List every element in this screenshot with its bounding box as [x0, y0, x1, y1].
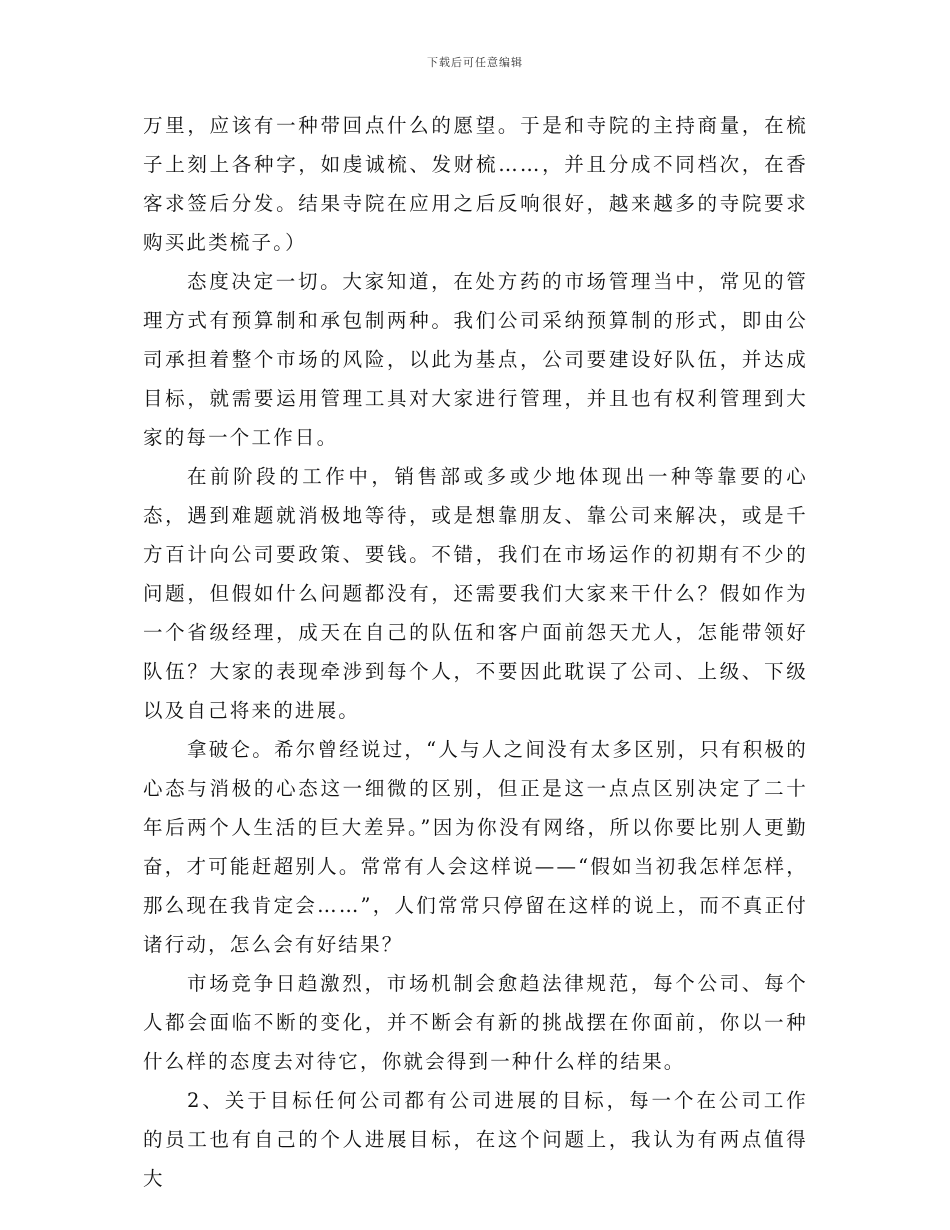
paragraph-5: 市场竞争日趋激烈，市场机制会愈趋法律规范，每个公司、每个人都会面临不断的变化，并不断会有新的挑战摆在你面前，你以一种什么样的态度去对待它，你就会得到一种什么样的结果。	[143, 972, 808, 1073]
paragraph-2: 态度决定一切。大家知道，在处方药的市场管理当中，常见的管理方式有预算制和承包制两种。我们公司采纳预算制的形式，即由公司承担着整个市场的风险，以此为基点，公司要建设好队伍，并达成目标，就需要运用管理工具对大家进行管理，并且也有权利管理到大家的每一个工作日。	[143, 270, 808, 449]
page-header-note: 下载后可任意编辑	[427, 56, 523, 69]
paragraph-4: 拿破仑。希尔曾经说过，“人与人之间没有太多区别，只有积极的心态与消极的心态这一细微的区别，但正是这一点点区别决定了二十年后两个人生活的巨大差异。”因为你没有网络，所以你要比别人更勤奋，才可能赶超别人。常常有人会这样说——“假如当初我怎样怎样，那么现在我肯定会……”，人们常常只停留在这样的说上，而不真正付诸行动，怎么会有好结果？	[143, 738, 808, 956]
paragraph-3: 在前阶段的工作中，销售部或多或少地体现出一种等靠要的心态，遇到难题就消极地等待，或是想靠朋友、靠公司来解决，或是千方百计向公司要政策、要钱。不错，我们在市场运作的初期有不少的问题，但假如什么问题都没有，还需要我们大家来干什么？假如作为一个省级经理，成天在自己的队伍和客户面前怨天尤人，怎能带领好队伍？大家的表现牵涉到每个人，不要因此耽误了公司、上级、下级以及自己将来的进展。	[143, 465, 808, 722]
document-body	[143, 106, 808, 1198]
paragraph-6: 2、关于目标任何公司都有公司进展的目标，每一个在公司工作的员工也有自己的个人进展目标，在这个问题上，我认为有两点值得大	[143, 1089, 808, 1190]
paragraph-1: 万里，应该有一种带回点什么的愿望。于是和寺院的主持商量，在梳子上刻上各种字，如虔诚梳、发财梳……，并且分成不同档次，在香客求签后分发。结果寺院在应用之后反响很好，越来越多的寺院要求购买此类梳子。）	[143, 114, 808, 254]
